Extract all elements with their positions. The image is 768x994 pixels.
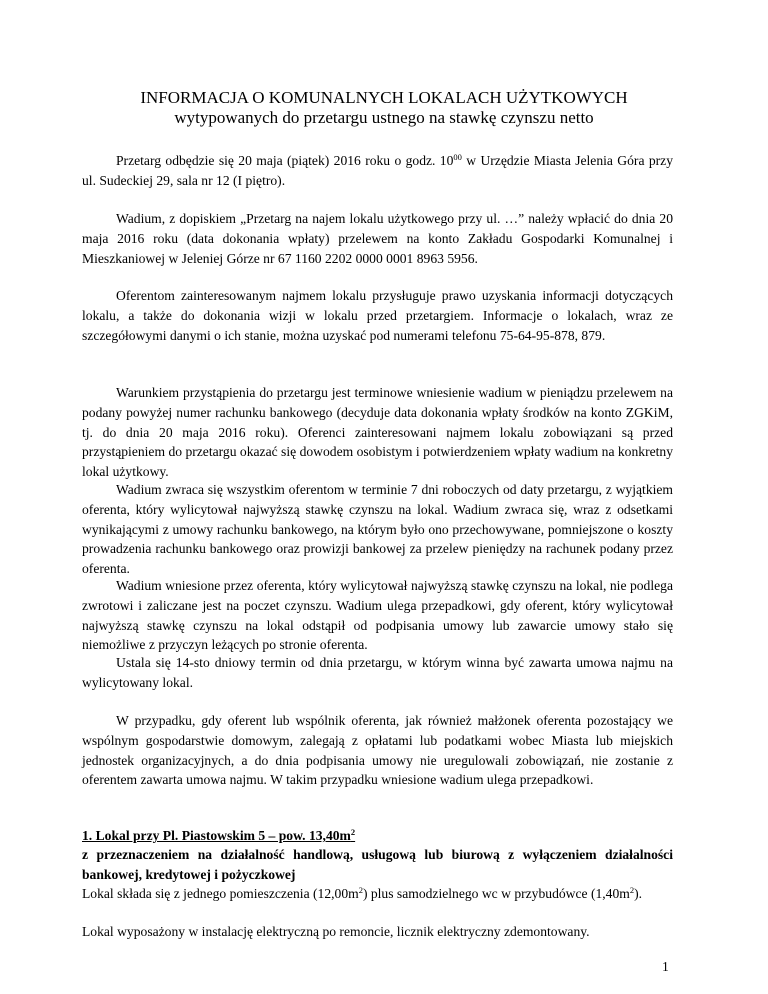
- document-title: INFORMACJA O KOMUNALNYCH LOKALACH UŻYTKOWYCH: [140, 88, 628, 107]
- paragraph-deposit: Wadium, z dopiskiem „Przetarg na najem lokalu użytkowego przy ul. …” należy wpłacić do dnia 20 maja 2016 roku (data dokonania wpłaty) przelewem na konto Zakładu Gospodarki Komunalnej i Mieszkaniowej w Jeleniej Górze nr 67 1160 2202 0000 0001 8963 5956.: [82, 211, 673, 266]
- paragraph-conditions: Warunkiem przystąpienia do przetargu jest terminowe wniesienie wadium w pieniądzu przelewem na podany powyżej numer rachunku bankowego (decyduje data dokonania wpłaty środków na konto ZGKiM, tj. do dnia 20 maja 2016 roku). Oferenci zainteresowani najmem lokalu zobowiązani są przed przystąpieniem do przetargu okazać się dowodem osobistym i potwierdzeniem wpłaty wadium na konkretny lokal użytkowy.: [82, 385, 673, 480]
- section-subheading: z przeznaczeniem na działalność handlową, usługową lub biurową z wyłączeniem działalności bankowej, kredytowej i pożyczkowej: [82, 847, 673, 882]
- paragraph-deposit-forfeit: Wadium wniesione przez oferenta, który wylicytował najwyższą stawkę czynszu na lokal, nie podlega zwrotowi i zaliczane jest na poczet czynszu. Wadium ulega przepadkowi, gdy oferent, który wylicytował najwyższą stawkę czynszu na lokal odstąpił od podpisania umowy lub zawarcie umowy stało się niemożliwe z przyczyn leżących po stronie oferenta.: [82, 578, 673, 653]
- page-number: 1: [662, 959, 669, 974]
- section-heading-text: 1. Lokal przy Pl. Piastowskim 5 – pow. $13,40m^2$: [82, 827, 356, 843]
- superscript-time: 00: [453, 152, 462, 162]
- section-description: Lokal składa się z jednego pomieszczenia $(12,00m^2)$ plus samodzielnego wc w przybudówce $(1,40m^2)$.: [82, 885, 643, 901]
- paragraph-arrears: W przypadku, gdy oferent lub wspólnik oferenta, jak również małżonek oferenta pozostający we wspólnym gospodarstwie domowym, zalegają z opłatami lub podatkami wobec Miasta lub miejskich jednostek organizacyjnych, a do dnia podpisania umowy nie uregulowali zobowiązań, nie zostanie z oferentem zawarta umowa najmu. W takim przypadku wniesione wadium ulega przepadkowi.: [82, 713, 673, 788]
- section-heading: [82, 826, 673, 846]
- paragraph-information: Oferentom zainteresowanym najmem lokalu przysługuje prawo uzyskania informacji dotyczących lokalu, a także do dokonania wizji w lokalu przed przetargiem. Informacje o lokalach, wraz ze szczegółowymi danymi o ich stanie, można uzyskać pod numerami telefonu 75-64-95-878, 879.: [82, 288, 673, 343]
- paragraph-text: Przetarg odbędzie się 20 maja (piątek) 2016 roku o godz. 10: [116, 153, 454, 168]
- section-equipment: Lokal wyposażony w instalację elektryczną po remoncie, licznik elektryczny zdemontowany.: [82, 924, 590, 939]
- paragraph-deposit-return: Wadium zwraca się wszystkim oferentom w terminie 7 dni roboczych od daty przetargu, z wyjątkiem oferenta, który wylicytował najwyższą stawkę czynszu na lokal. Wadium zwraca się, wraz z odsetkami wynikającymi z umowy rachunku bankowego, na którym było ono przechowywane, pomniejszone o koszty prowadzenia rachunku bankowego oraz prowizji bankowej za przelew pieniędzy na rachunek podany przez oferenta.: [82, 482, 673, 577]
- paragraph-auction-date: [82, 151, 673, 191]
- paragraph-contract-term: Ustala się 14-sto dniowy termin od dnia przetargu, w którym winna być zawarta umowa najmu na wylicytowany lokal.: [82, 655, 673, 690]
- paragraph-text: w Urzędzie Miasta Jelenia Góra przy ul. Sudeckiej 29, sala nr 12 (I piętro).: [82, 153, 673, 188]
- document-subtitle: wytypowanych do przetargu ustnego na stawkę czynszu netto: [174, 108, 594, 127]
